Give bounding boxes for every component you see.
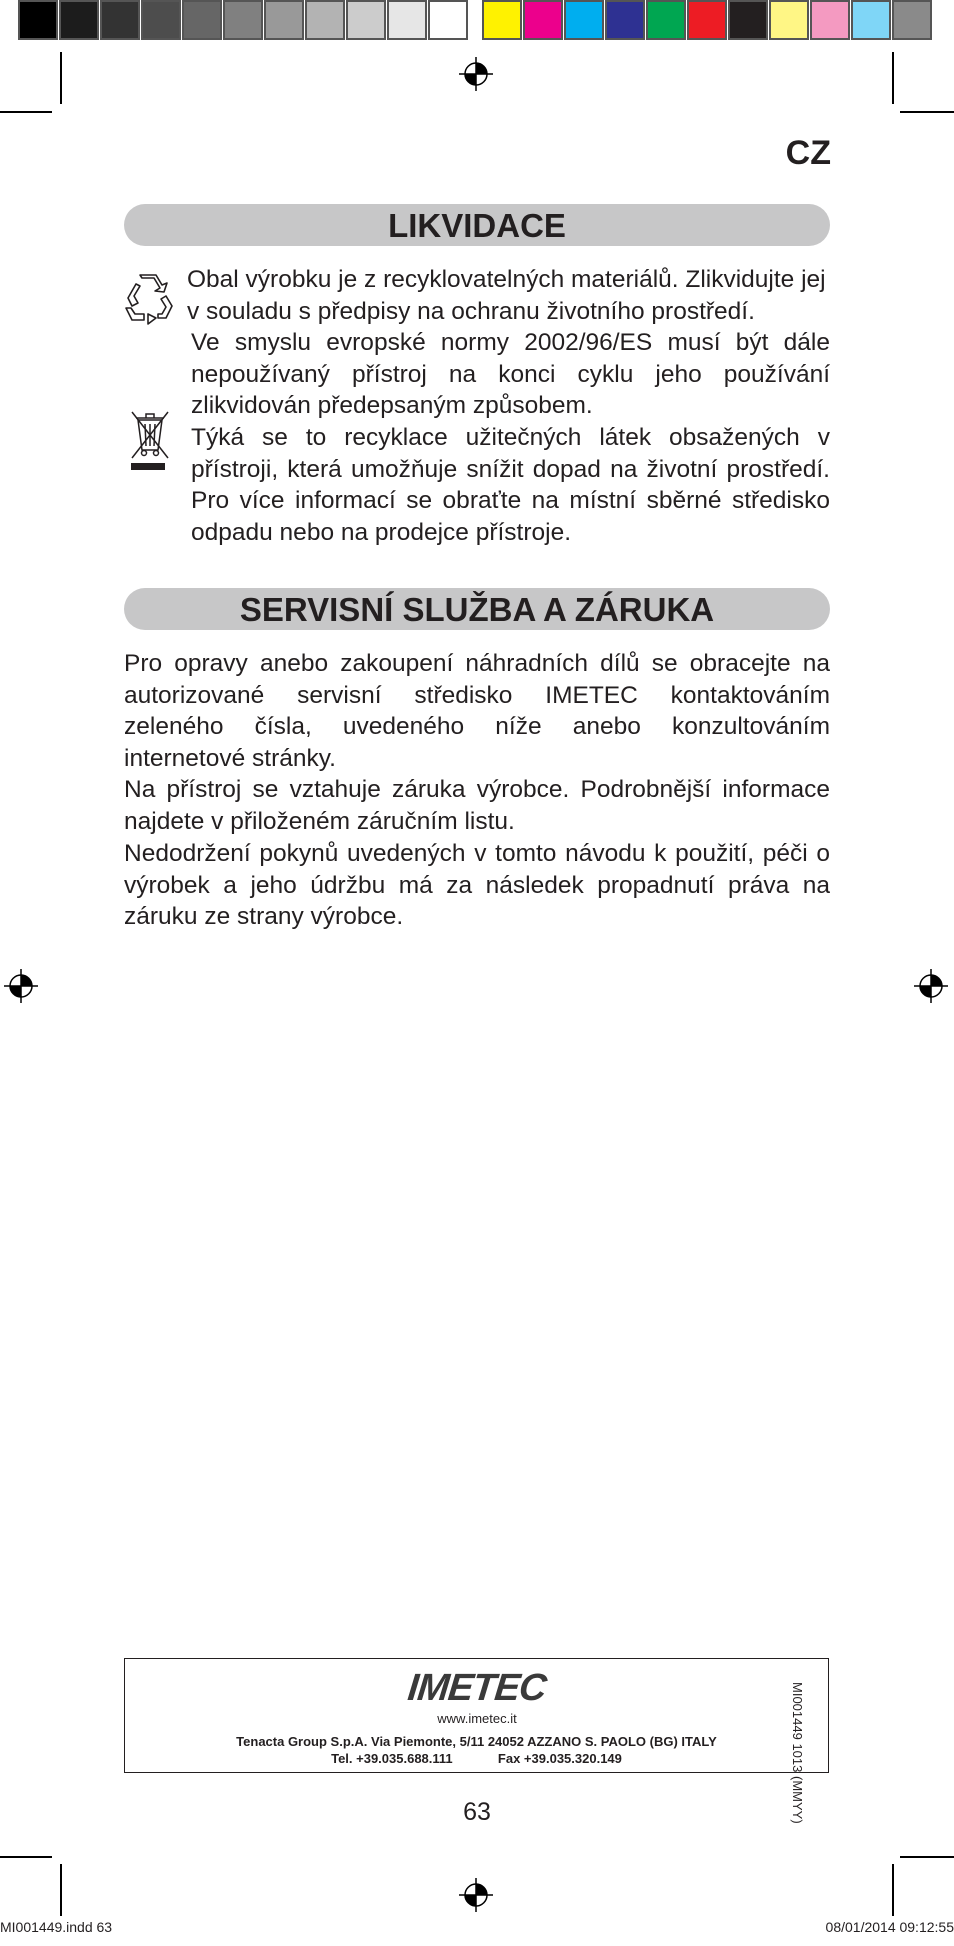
color-swatch (810, 0, 850, 40)
color-swatch (851, 0, 891, 40)
color-swatch (728, 0, 768, 40)
paragraph-text: Nedodržení pokynů uvedených v tomto návodu k použití, péči o výrobek a jeho údržbu má za následek propadnutí práva na záruku ze strany výrobce. (124, 840, 830, 931)
color-calibration-bar-grayscale (18, 0, 469, 44)
section-heading-service-warranty: SERVISNÍ SLUŽBA A ZÁRUKA (124, 588, 830, 630)
color-swatch (482, 0, 522, 40)
company-line: Tenacta Group S.p.A. Via Piemonte, 5/11 24052 AZZANO S. PAOLO (BG) ITALY (236, 1734, 717, 1749)
telephone: Tel. +39.035.688.111 (331, 1751, 453, 1766)
crop-mark (900, 111, 954, 113)
fax: Fax +39.035.320.149 (497, 1751, 622, 1766)
color-swatch (523, 0, 563, 40)
color-swatch (687, 0, 727, 40)
registration-mark-icon (4, 969, 38, 1003)
registration-mark-icon (459, 1878, 493, 1912)
website-url: www.imetec.it (437, 1711, 517, 1726)
color-swatch (18, 0, 58, 40)
color-swatch (100, 0, 140, 40)
service-paragraph-repairs (124, 648, 830, 774)
color-swatch (346, 0, 386, 40)
document-code-date: 1013 (MMYY) (790, 1743, 805, 1824)
color-swatch (305, 0, 345, 40)
disposal-paragraph-packaging (187, 264, 830, 327)
disposal-paragraph-directive (191, 327, 830, 422)
document-code-number: MI001449 (790, 1682, 805, 1740)
section-heading-disposal: LIKVIDACE (124, 204, 830, 246)
crop-mark (892, 52, 894, 104)
color-calibration-bar-process (482, 0, 933, 44)
language-code: CZ (785, 134, 831, 172)
color-swatch (141, 0, 181, 40)
paragraph-text: Na přístroj se vztahuje záruka výrobce. Podrobnější informace najdete v přiloženém záručním listu. (124, 776, 830, 835)
paragraph-text: Pro opravy anebo zakoupení náhradních dílů se obracejte na autorizované servisní středisko IMETEC kontaktováním zeleného čísla, uvedeného níže anebo konzultováním internetové stránky. (124, 650, 830, 772)
crop-mark (0, 1856, 52, 1858)
crossed-bin-icon (128, 408, 172, 472)
slug-file-name: MI001449.indd 63 (0, 1919, 113, 1935)
paragraph-text: Týká se to recyklace užitečných látek obsažených v přístroji, která umožňuje snížit dopad na životní prostředí. Pro více informací se obraťte na místní sběrné středisko odpadu nebo na prodejce přístroje. (191, 424, 830, 546)
color-swatch (892, 0, 932, 40)
crop-mark (60, 52, 62, 104)
color-swatch (223, 0, 263, 40)
paragraph-text: Ve smyslu evropské normy 2002/96/ES musí být dále nepoužívaný přístroj na konci cyklu jeho používání zlikvidován předepsaným způsobem. (191, 329, 830, 420)
crop-mark (892, 1864, 894, 1916)
crop-mark (60, 1864, 62, 1916)
color-swatch (564, 0, 604, 40)
color-swatch (264, 0, 304, 40)
registration-mark-icon (459, 57, 493, 91)
crop-mark (900, 1856, 954, 1858)
color-swatch (646, 0, 686, 40)
crop-mark (0, 111, 52, 113)
color-swatch (769, 0, 809, 40)
company-address (124, 1733, 829, 1767)
page-number: 63 (463, 1798, 491, 1826)
color-swatch (428, 0, 468, 40)
color-swatch (387, 0, 427, 40)
registration-mark-icon (914, 969, 948, 1003)
recycle-icon (122, 272, 174, 326)
service-paragraph-warranty (124, 774, 830, 837)
color-swatch (605, 0, 645, 40)
imetec-logo: IMETEC (405, 1667, 548, 1709)
disposal-paragraph-recycling (191, 422, 830, 548)
slug-date: 08/01/2014 09:12:55 (825, 1919, 954, 1935)
color-swatch (59, 0, 99, 40)
contact-line (124, 1750, 829, 1767)
service-paragraph-forfeit (124, 838, 830, 933)
paragraph-text: Obal výrobku je z recyklovatelných materiálů. Zlikvidujte jej v souladu s předpisy na ochranu životního prostředí. (187, 266, 826, 325)
color-swatch (182, 0, 222, 40)
